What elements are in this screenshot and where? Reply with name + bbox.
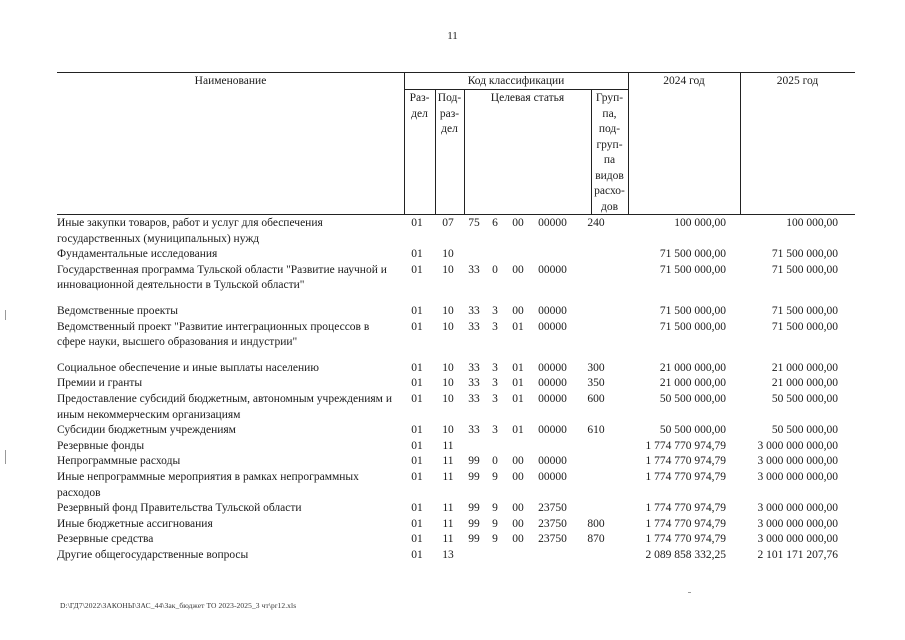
- cell-target-2: 9: [492, 470, 498, 483]
- cell-name: Премии и гранты: [57, 377, 143, 390]
- cell-podrazdel: 10: [442, 263, 454, 276]
- cell-target-2: 3: [492, 304, 498, 317]
- cell-group: 300: [587, 361, 605, 374]
- cell-target-2: 3: [492, 320, 498, 333]
- cell-target-2: 6: [492, 217, 498, 229]
- table-row: [57, 548, 855, 564]
- cell-target-1: 33: [468, 320, 480, 333]
- table-row: [57, 216, 855, 247]
- cell-podrazdel: 10: [442, 392, 454, 405]
- cell-2024: 1 774 770 974,79: [645, 470, 726, 483]
- cell-2024: 2 089 858 332,25: [645, 548, 726, 561]
- cell-target-1: 33: [468, 263, 480, 276]
- cell-2024: 1 774 770 974,79: [645, 502, 726, 515]
- cell-name: Резервный фонд Правительства Тульской области: [57, 502, 302, 515]
- cell-2025: 21 000 000,00: [771, 377, 838, 390]
- cell-name: Государственная программа Тульской области "Развитие научной и инновационной деятельности в Тульской области": [57, 263, 387, 292]
- cell-group: 870: [587, 533, 605, 546]
- cell-target-1: 33: [468, 424, 480, 437]
- cell-target-2: 3: [492, 392, 498, 405]
- cell-2025: 3 000 000 000,00: [757, 517, 838, 530]
- cell-target-2: 9: [492, 517, 498, 530]
- cell-target-3: 00: [512, 217, 524, 229]
- cell-target-1: 99: [468, 502, 480, 515]
- cell-2024: 1 774 770 974,79: [645, 517, 726, 530]
- cell-podrazdel: 11: [442, 455, 454, 468]
- cell-2024: 1 774 770 974,79: [645, 533, 726, 546]
- table-row: [57, 263, 855, 294]
- cell-2025: 71 500 000,00: [771, 304, 838, 317]
- table-body: [57, 216, 855, 563]
- header-group: Груп- па, под- груп- па видов расхо- дов: [594, 92, 625, 213]
- header-code-classification: Код классификации: [467, 75, 565, 87]
- budget-table: [57, 72, 855, 563]
- cell-target-3: 00: [512, 502, 524, 515]
- cell-name: Резервные фонды: [57, 439, 145, 452]
- cell-target-1: 33: [468, 392, 480, 405]
- cell-2025: 71 500 000,00: [771, 248, 838, 261]
- cell-target-4: 00000: [538, 304, 567, 317]
- cell-razdel: 01: [411, 392, 423, 405]
- cell-razdel: 01: [411, 517, 423, 530]
- cell-target-3: 01: [512, 377, 524, 390]
- cell-razdel: 01: [411, 304, 423, 317]
- cell-target-3: 01: [512, 320, 524, 333]
- cell-2025: 50 500 000,00: [771, 392, 838, 405]
- table-row: [57, 517, 855, 533]
- cell-target-2: 0: [492, 263, 498, 276]
- cell-target-3: 01: [512, 361, 524, 374]
- cell-name: Резервные средства: [57, 533, 154, 546]
- cell-target-2: 9: [492, 533, 498, 546]
- cell-target-1: 99: [468, 517, 480, 530]
- cell-target-4: 00000: [538, 217, 567, 229]
- cell-target-4: 00000: [538, 470, 567, 483]
- cell-2025: 3 000 000 000,00: [757, 502, 838, 515]
- cell-podrazdel: 07: [442, 217, 454, 229]
- cell-target-1: 33: [468, 304, 480, 317]
- cell-target-4: 00000: [538, 392, 567, 405]
- cell-target-1: 33: [468, 377, 480, 390]
- cell-target-2: 0: [492, 455, 498, 468]
- cell-target-1: 99: [468, 533, 480, 546]
- cell-2024: 21 000 000,00: [659, 361, 726, 374]
- cell-group: 610: [587, 424, 605, 437]
- cell-razdel: 01: [411, 263, 423, 276]
- cell-target-4: 00000: [538, 424, 567, 437]
- cell-podrazdel: 10: [442, 248, 454, 261]
- cell-target-1: 75: [468, 217, 480, 229]
- cell-target-4: 00000: [538, 455, 567, 468]
- cell-target-2: 3: [492, 361, 498, 374]
- cell-2024: 1 774 770 974,79: [645, 455, 726, 468]
- table-row: [57, 532, 855, 548]
- header-name: Наименование: [194, 75, 267, 87]
- table-row: [57, 392, 855, 423]
- cell-target-3: 01: [512, 392, 524, 405]
- cell-2024: 100 000,00: [674, 217, 726, 229]
- table-row: [57, 501, 855, 517]
- cell-razdel: 01: [411, 361, 423, 374]
- cell-name: Иные бюджетные ассигнования: [57, 517, 213, 530]
- cell-target-4: 00000: [538, 320, 567, 333]
- cell-target-4: 00000: [538, 361, 567, 374]
- table-row: [57, 454, 855, 470]
- cell-target-3: 00: [512, 304, 524, 317]
- cell-podrazdel: 11: [442, 502, 454, 515]
- cell-2025: 100 000,00: [786, 217, 838, 229]
- table-row: [57, 304, 855, 320]
- cell-target-2: 3: [492, 424, 498, 437]
- cell-razdel: 01: [411, 248, 423, 261]
- header-razdel: Раз- дел: [409, 92, 430, 120]
- cell-name: Иные закупки товаров, работ и услуг для обеспечения государственных (муниципальных) нужд: [57, 217, 323, 245]
- cell-target-2: 9: [492, 502, 498, 515]
- cell-group: 800: [587, 517, 605, 530]
- table-row: [57, 423, 855, 439]
- cell-2024: 50 500 000,00: [659, 392, 726, 405]
- cell-podrazdel: 11: [442, 517, 454, 530]
- cell-name: Социальное обеспечение и иные выплаты населению: [57, 361, 319, 374]
- cell-podrazdel: 11: [442, 439, 454, 452]
- cell-2024: 71 500 000,00: [659, 263, 726, 276]
- cell-razdel: 01: [411, 377, 423, 390]
- cell-razdel: 01: [411, 217, 423, 229]
- table-row: [57, 470, 855, 501]
- cell-podrazdel: 10: [442, 377, 454, 390]
- cell-2025: 3 000 000 000,00: [757, 455, 838, 468]
- cell-razdel: 01: [411, 502, 423, 515]
- cell-name: Другие общегосударственные вопросы: [57, 548, 249, 561]
- cell-razdel: 01: [411, 455, 423, 468]
- cell-razdel: 01: [411, 439, 423, 452]
- cell-name: Ведомственный проект "Развитие интеграционных процессов в сфере науки, высшего образования и индустрии": [57, 320, 370, 349]
- cell-2025: 3 000 000 000,00: [757, 470, 838, 483]
- table-row: [57, 439, 855, 455]
- cell-2024: 1 774 770 974,79: [645, 439, 726, 452]
- cell-podrazdel: 10: [442, 361, 454, 374]
- cell-target-3: 01: [512, 424, 524, 437]
- cell-2025: 3 000 000 000,00: [757, 533, 838, 546]
- table-row: [57, 376, 855, 392]
- cell-name: Предоставление субсидий бюджетным, автономным учреждениям и иным некоммерческим организациям: [57, 392, 392, 421]
- cell-2025: 3 000 000 000,00: [757, 439, 838, 452]
- cell-podrazdel: 10: [442, 304, 454, 317]
- cell-podrazdel: 10: [442, 320, 454, 333]
- cell-podrazdel: 10: [442, 424, 454, 437]
- cell-target-4: 23750: [538, 517, 567, 530]
- file-path-footer: D:\ГД7\2022\ЗАКОНЫ\ЗАС_44\Зак_бюджет ТО 2023-2025_3 чт\pr12.xls: [60, 601, 297, 610]
- cell-razdel: 01: [411, 548, 423, 561]
- cell-podrazdel: 13: [442, 548, 454, 561]
- cell-razdel: 01: [411, 320, 423, 333]
- cell-group: 350: [587, 377, 605, 390]
- cell-target-4: 23750: [538, 502, 567, 515]
- cell-podrazdel: 11: [442, 533, 454, 546]
- cell-target-3: 00: [512, 455, 524, 468]
- cell-target-3: 00: [512, 517, 524, 530]
- header-podrazdel: Под- раз- дел: [437, 92, 462, 135]
- table-row: [57, 320, 855, 351]
- cell-2024: 71 500 000,00: [659, 320, 726, 333]
- cell-razdel: 01: [411, 533, 423, 546]
- cell-2024: 21 000 000,00: [659, 377, 726, 390]
- cell-target-2: 3: [492, 377, 498, 390]
- cell-name: Непрограммные расходы: [57, 455, 181, 468]
- cell-2025: 71 500 000,00: [771, 263, 838, 276]
- cell-target-1: 99: [468, 470, 480, 483]
- cell-2024: 71 500 000,00: [659, 304, 726, 317]
- cell-target-3: 00: [512, 263, 524, 276]
- table-row: [57, 361, 855, 377]
- cell-target-4: 00000: [538, 263, 567, 276]
- cell-razdel: 01: [411, 424, 423, 437]
- cell-target-1: 33: [468, 361, 480, 374]
- cell-name: Фундаментальные исследования: [57, 248, 218, 261]
- cell-2025: 50 500 000,00: [771, 424, 838, 437]
- header-year-2025: 2025 год: [776, 75, 819, 87]
- cell-target-1: 99: [468, 455, 480, 468]
- cell-2025: 2 101 171 207,76: [757, 548, 838, 561]
- cell-2024: 50 500 000,00: [659, 424, 726, 437]
- table-header: [57, 72, 855, 215]
- cell-target-4: 00000: [538, 377, 567, 390]
- cell-name: Ведомственные проекты: [57, 304, 178, 317]
- cell-razdel: 01: [411, 470, 423, 483]
- header-year-2024: 2024 год: [663, 75, 705, 87]
- cell-name: Иные непрограммные мероприятия в рамках непрограммных расходов: [57, 470, 359, 499]
- header-target-article: Целевая статья: [490, 92, 565, 104]
- cell-group: 240: [587, 217, 605, 229]
- page-number: 11: [447, 30, 458, 42]
- cell-2024: 71 500 000,00: [659, 248, 726, 261]
- cell-target-3: 00: [512, 533, 524, 546]
- cell-2025: 71 500 000,00: [771, 320, 838, 333]
- cell-2025: 21 000 000,00: [771, 361, 838, 374]
- cell-target-3: 00: [512, 470, 524, 483]
- cell-podrazdel: 11: [442, 470, 454, 483]
- cell-group: 600: [587, 392, 605, 405]
- table-row: [57, 247, 855, 263]
- cell-target-4: 23750: [538, 533, 567, 546]
- cell-name: Субсидии бюджетным учреждениям: [57, 424, 236, 437]
